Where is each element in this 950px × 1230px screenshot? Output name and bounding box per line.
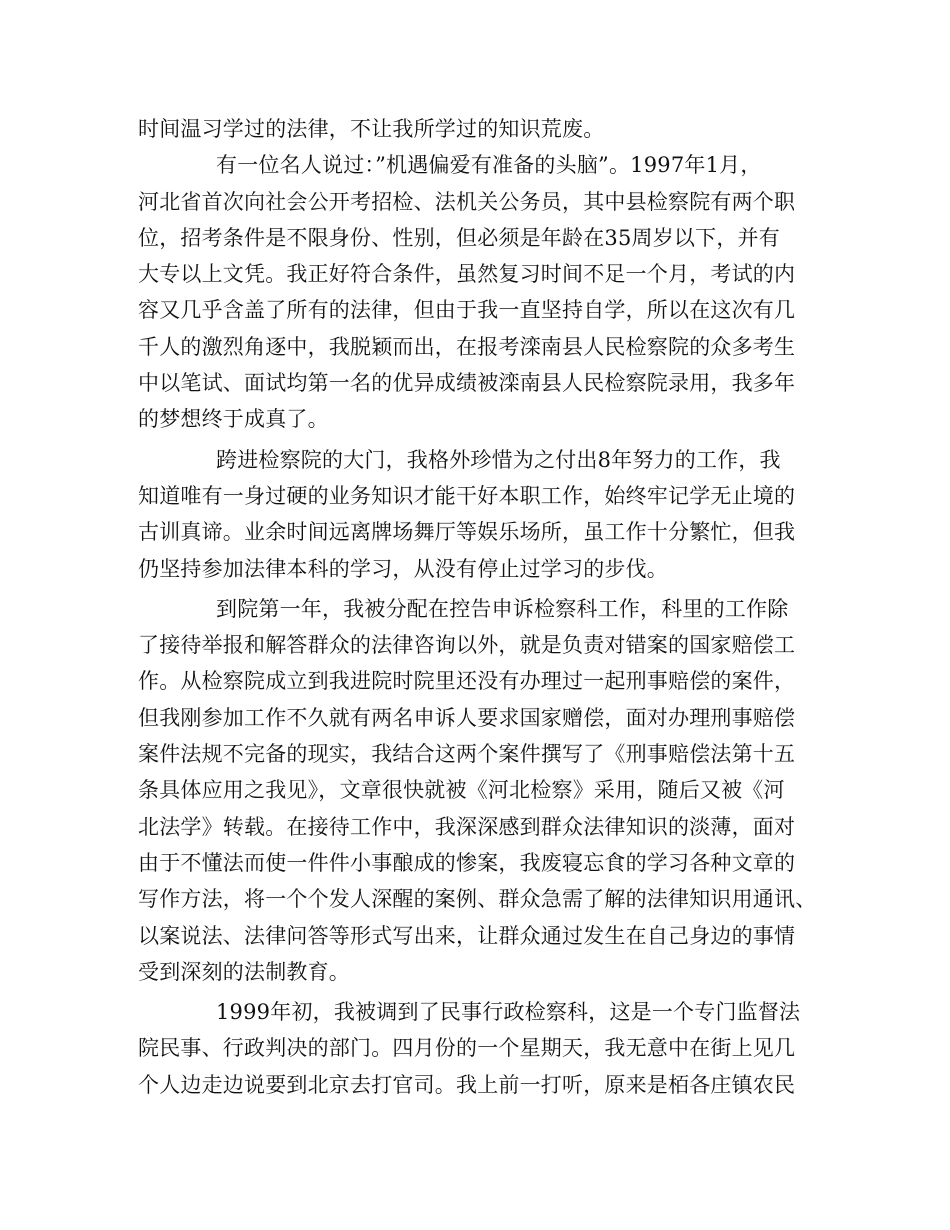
- paragraph-first-line: 跨进检察院的大门，我格外珍惜为之付出8年努力的工作，我: [216, 447, 781, 472]
- text-line: 古训真谛。业余时间远离牌场舞厅等娱乐场所，虽工作十分繁忙，但我: [138, 520, 796, 545]
- text-line: 条具体应用之我见》，文章很快就被《河北检察》采用，随后又被《河: [138, 778, 785, 803]
- text-line: 案件法规不完备的现实，我结合这两个案件撰写了《刑事赔偿法第十五: [138, 742, 796, 767]
- text-line: 写作方法，将一个个发人深醒的案例、群众急需了解的法律知识用通讯、: [138, 887, 817, 912]
- text-line: 千人的激烈角逐中，我脱颖而出，在报考滦南县人民检察院的众多考生: [138, 334, 796, 359]
- text-line: 的梦想终于成真了。: [138, 407, 329, 432]
- text-line: 由于不懂法而使一件件小事酿成的惨案，我废寝忘食的学习各种文章的: [138, 850, 796, 875]
- text-line: 仍坚持参加法律本科的学习，从没有停止过学习的步伐。: [138, 556, 668, 581]
- text-line: 河北省首次向社会公开考招检、法机关公务员，其中县检察院有两个职: [138, 189, 796, 214]
- document-body: [138, 111, 818, 1103]
- text-line: 时间温习学过的法律，不让我所学过的知识荒废。: [138, 117, 605, 141]
- text-line: 位，招考条件是不限身份、性别，但必须是年龄在35周岁以下，并有: [138, 225, 780, 250]
- paragraph-first-line: 有一位名人说过：”机遇偏爱有准备的头脑”。1997年1月，: [216, 153, 762, 178]
- text-line: 受到深刻的法制教育。: [138, 959, 350, 984]
- text-line: 了接待举报和解答群众的法律咨询以外，就是负责对错案的国家赔偿工: [138, 633, 796, 658]
- text-line: 大专以上文凭。我正好符合条件，虽然复习时间不足一个月，考试的内: [138, 262, 796, 287]
- text-line: 个人边走边说要到北京去打官司。我上前一打听，原来是栢各庄镇农民: [138, 1072, 796, 1097]
- text-line: 北法学》转载。在接待工作中，我深深感到群众法律知识的淡薄，面对: [138, 814, 796, 839]
- text-line: 容又几乎含盖了所有的法律，但由于我一直坚持自学，所以在这次有几: [138, 298, 796, 323]
- text-line: 院民事、行政判决的部门。四月份的一个星期天，我无意中在街上见几: [138, 1036, 796, 1061]
- paragraph-first-line: 到院第一年，我被分配在控告申诉检察科工作，科里的工作除: [216, 596, 789, 621]
- paragraph-first-line: 1999年初，我被调到了民事行政检察科，这是一个专门监督法: [216, 1000, 801, 1025]
- text-line: 知道唯有一身过硬的业务知识才能干好本职工作，始终牢记学无止境的: [138, 483, 796, 508]
- text-line: 中以笔试、面试均第一名的优异成绩被滦南县人民检察院录用，我多年: [138, 371, 796, 396]
- text-line: 但我刚参加工作不久就有两名申诉人要求国家赠偿，面对办理刑事赔偿: [138, 705, 796, 730]
- text-line: 作。从检察院成立到我进院时院里还没有办理过一起刑事赔偿的案件，: [138, 669, 796, 694]
- text-line: 以案说法、法律问答等形式写出来，让群众通过发生在自己身边的事情: [138, 923, 796, 948]
